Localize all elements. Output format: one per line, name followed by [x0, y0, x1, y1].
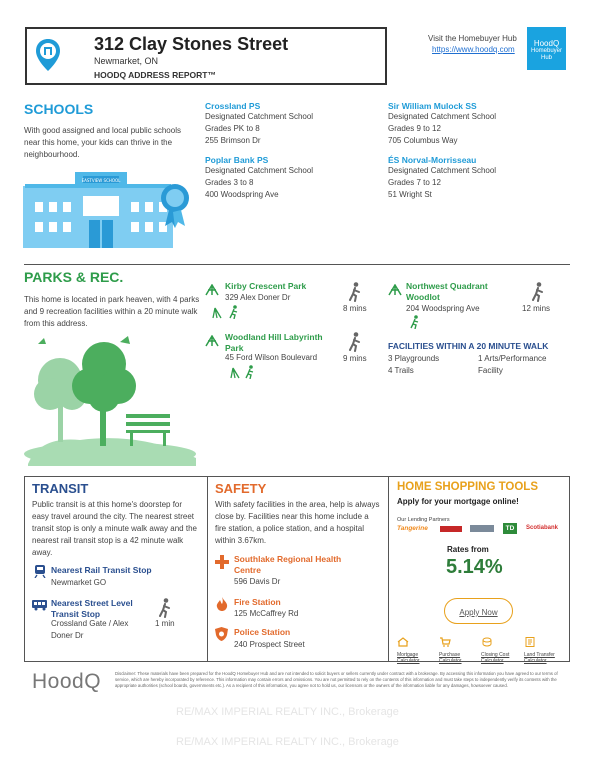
partner-td: TD — [503, 523, 517, 534]
document-icon — [524, 637, 536, 647]
mortgage-calculator-link[interactable] — [397, 634, 433, 664]
parks-title-a: PARKS — [24, 269, 72, 285]
facilities-title: FACILITIES WITHIN A 20 MINUTE WALK — [388, 341, 549, 351]
school-name: Sir William Mulock SS — [388, 101, 477, 111]
facility-item: 4 Trails — [388, 366, 414, 375]
school-card-2 — [388, 101, 568, 147]
police-station-name: Police Station — [234, 627, 291, 637]
cart-icon — [439, 637, 451, 647]
apply-now-label: Apply Now — [459, 608, 498, 617]
park-illustration — [20, 336, 200, 466]
safety-description: With safety facilities in the area, help is always close by. Facilities near this home include a fire station, a police station, and a hospital within 3.67km. — [215, 500, 380, 545]
tool-label: Purchase — [439, 652, 461, 658]
trail-icon — [410, 315, 420, 334]
tool-label: Calculator — [481, 658, 504, 664]
brokerage-watermark: RE/MAX IMPERIAL REALTY INC., Brokerage — [176, 736, 399, 748]
purchase-calculator-link[interactable] — [439, 634, 475, 664]
hub-badge-sub2: Hub — [540, 55, 552, 61]
shopping-subtitle: Apply for your mortgage online! — [397, 497, 519, 506]
safety-title: SAFETY — [215, 481, 267, 496]
hub-badge-sub1: Homebuyer — [530, 48, 562, 54]
street-walk-time: 1 min — [155, 619, 175, 628]
park-address: 204 Woodspring Ave — [406, 304, 480, 313]
school-building-illustration — [23, 168, 198, 248]
rail-stop-name: Newmarket GO — [51, 578, 107, 587]
tool-label: Land Transfer — [524, 652, 555, 658]
school-type: Designated Catchment School — [388, 166, 497, 175]
school-name: Crossland PS — [205, 101, 261, 111]
trail-icon — [229, 305, 239, 324]
fire-station-name: Fire Station — [234, 597, 281, 607]
hospital-address: 596 Davis Dr — [234, 577, 281, 586]
park-name: Woodland Hill Labyrinth Park — [225, 332, 323, 353]
schools-description: With good assigned and local public schools near this home, your kids can thrive in the neighbourhood. — [24, 126, 181, 159]
coins-icon — [481, 637, 493, 647]
playground-icon — [211, 306, 223, 324]
school-grades: Grades 3 to 8 — [205, 178, 254, 187]
park-name: Northwest Quadrant Woodlot — [406, 281, 488, 302]
playground-icon — [388, 283, 402, 301]
column-divider — [207, 476, 208, 662]
hoodq-logo: HoodQ — [32, 670, 102, 693]
park-walk-time: 8 mins — [343, 304, 367, 313]
school-type: Designated Catchment School — [388, 112, 497, 121]
school-sign: EASTVIEW SCHOOL — [81, 178, 121, 183]
police-badge-icon — [215, 627, 228, 646]
visit-hub-text: Visit the Homebuyer Hub — [428, 34, 517, 43]
school-card-1 — [205, 101, 375, 147]
parks-title-b: & REC. — [71, 269, 124, 285]
playground-icon — [205, 283, 219, 295]
school-card-4 — [388, 155, 568, 201]
school-address: 400 Woodspring Ave — [205, 190, 279, 199]
partner-logo-2 — [440, 526, 462, 532]
school-name: Poplar Bank PS — [205, 155, 269, 165]
report-label: HOODQ ADDRESS REPORT™ — [94, 70, 217, 80]
apply-now-button[interactable] — [444, 598, 513, 624]
park-address: 45 Ford Wilson Boulevard — [225, 353, 318, 362]
section-divider — [24, 264, 570, 265]
rates-label: Rates from — [447, 545, 489, 554]
playground-icon — [205, 334, 219, 352]
tool-label: Calculator — [397, 658, 420, 664]
closing-cost-calculator-link[interactable] — [481, 634, 521, 664]
tool-label: Closing Cost — [481, 652, 510, 658]
parks-description: This home is located in park heaven, with 4 parks and 9 recreation facilities within a 20 minute walk from this address. — [24, 295, 200, 328]
hospital-name: Southlake Regional Health Centre — [234, 554, 342, 575]
school-name: ÉS Norval-Morrisseau — [388, 155, 477, 165]
house-icon — [397, 637, 409, 647]
street-stop-name: Crossland Gate / Alex Doner Dr — [51, 619, 129, 640]
hub-badge-title: HoodQ — [533, 39, 560, 48]
transit-title: TRANSIT — [32, 481, 89, 496]
transit-description: Public transit is at this home's doorstep for easy travel around the city. The nearest street transit stop is only a minute walk away and the nearest rail transit stop is a 42 minute walk away. — [32, 500, 197, 557]
facility-item: 1 Arts/Performance Facility — [478, 354, 547, 375]
school-grades: Grades PK to 8 — [205, 124, 260, 133]
parks-title — [24, 269, 123, 285]
rail-stop-title: Nearest Rail Transit Stop — [51, 565, 152, 575]
police-station-address: 240 Prospect Street — [234, 640, 305, 649]
school-grades: Grades 7 to 12 — [388, 178, 441, 187]
location-pin-icon — [35, 38, 61, 72]
tool-label: Mortgage — [397, 652, 419, 658]
brokerage-watermark: RE/MAX IMPERIAL REALTY INC., Brokerage — [176, 706, 399, 718]
school-type: Designated Catchment School — [205, 166, 314, 175]
shopping-title: HOME SHOPPING TOOLS — [397, 481, 538, 493]
column-divider — [388, 476, 389, 662]
city-label: Newmarket, ON — [94, 56, 159, 66]
tool-label: Calculator — [524, 658, 547, 664]
trail-icon — [245, 365, 255, 384]
address-title: 312 Clay Stones Street — [94, 34, 289, 54]
hospital-icon — [215, 555, 229, 574]
bus-icon — [32, 598, 48, 616]
header-box — [25, 27, 387, 85]
hoodq-link[interactable]: https://www.hoodq.com — [432, 45, 515, 54]
school-address: 51 Wright St — [388, 190, 432, 199]
school-address: 705 Columbus Way — [388, 136, 458, 145]
park-address: 329 Alex Doner Dr — [225, 293, 291, 302]
partner-tangerine: Tangerine — [397, 525, 428, 532]
facility-item: 3 Playgrounds — [388, 354, 440, 363]
partner-scotiabank: Scotiabank — [526, 525, 559, 531]
tool-label: Calculator — [439, 658, 462, 664]
park-name: Kirby Crescent Park — [225, 281, 307, 291]
school-address: 255 Brimson Dr — [205, 136, 261, 145]
school-type: Designated Catchment School — [205, 112, 314, 121]
playground-icon — [229, 366, 241, 384]
park-walk-time: 9 mins — [343, 354, 367, 363]
schools-title: SCHOOLS — [24, 101, 94, 117]
school-grades: Grades 9 to 12 — [388, 124, 441, 133]
footer-disclaimer: Disclaimer: These materials have been prepared for the HoodQ Homebuyer Hub and are not intended to solicit buyers or sellers currently under contract with a brokerage. By accessing this information you have agreed to our terms of service, which are hereby incorporated by reference. This information may contain errors and omissions. You are not permitted to rely on the contents of this information and must take steps to independently verify its contents with the appropriate authorities (school boards, governments etc.). As a recipient of this information, you agree not to hold us, our licensors or the owners of the information liable for any damages, howsoever caused. — [115, 671, 558, 688]
hub-badge[interactable] — [527, 27, 566, 70]
fire-station-icon — [216, 597, 228, 616]
partners-label: Our Lending Partners — [397, 517, 450, 523]
fire-station-address: 125 McCaffrey Rd — [234, 609, 299, 618]
train-icon — [34, 564, 46, 583]
partner-logo-3 — [470, 525, 494, 532]
park-walk-time: 12 mins — [522, 304, 551, 313]
street-stop-title: Nearest Street Level Transit Stop — [51, 598, 133, 619]
school-card-3 — [205, 155, 375, 201]
land-transfer-calculator-link[interactable] — [524, 634, 564, 664]
mortgage-rate: 5.14% — [446, 556, 503, 578]
